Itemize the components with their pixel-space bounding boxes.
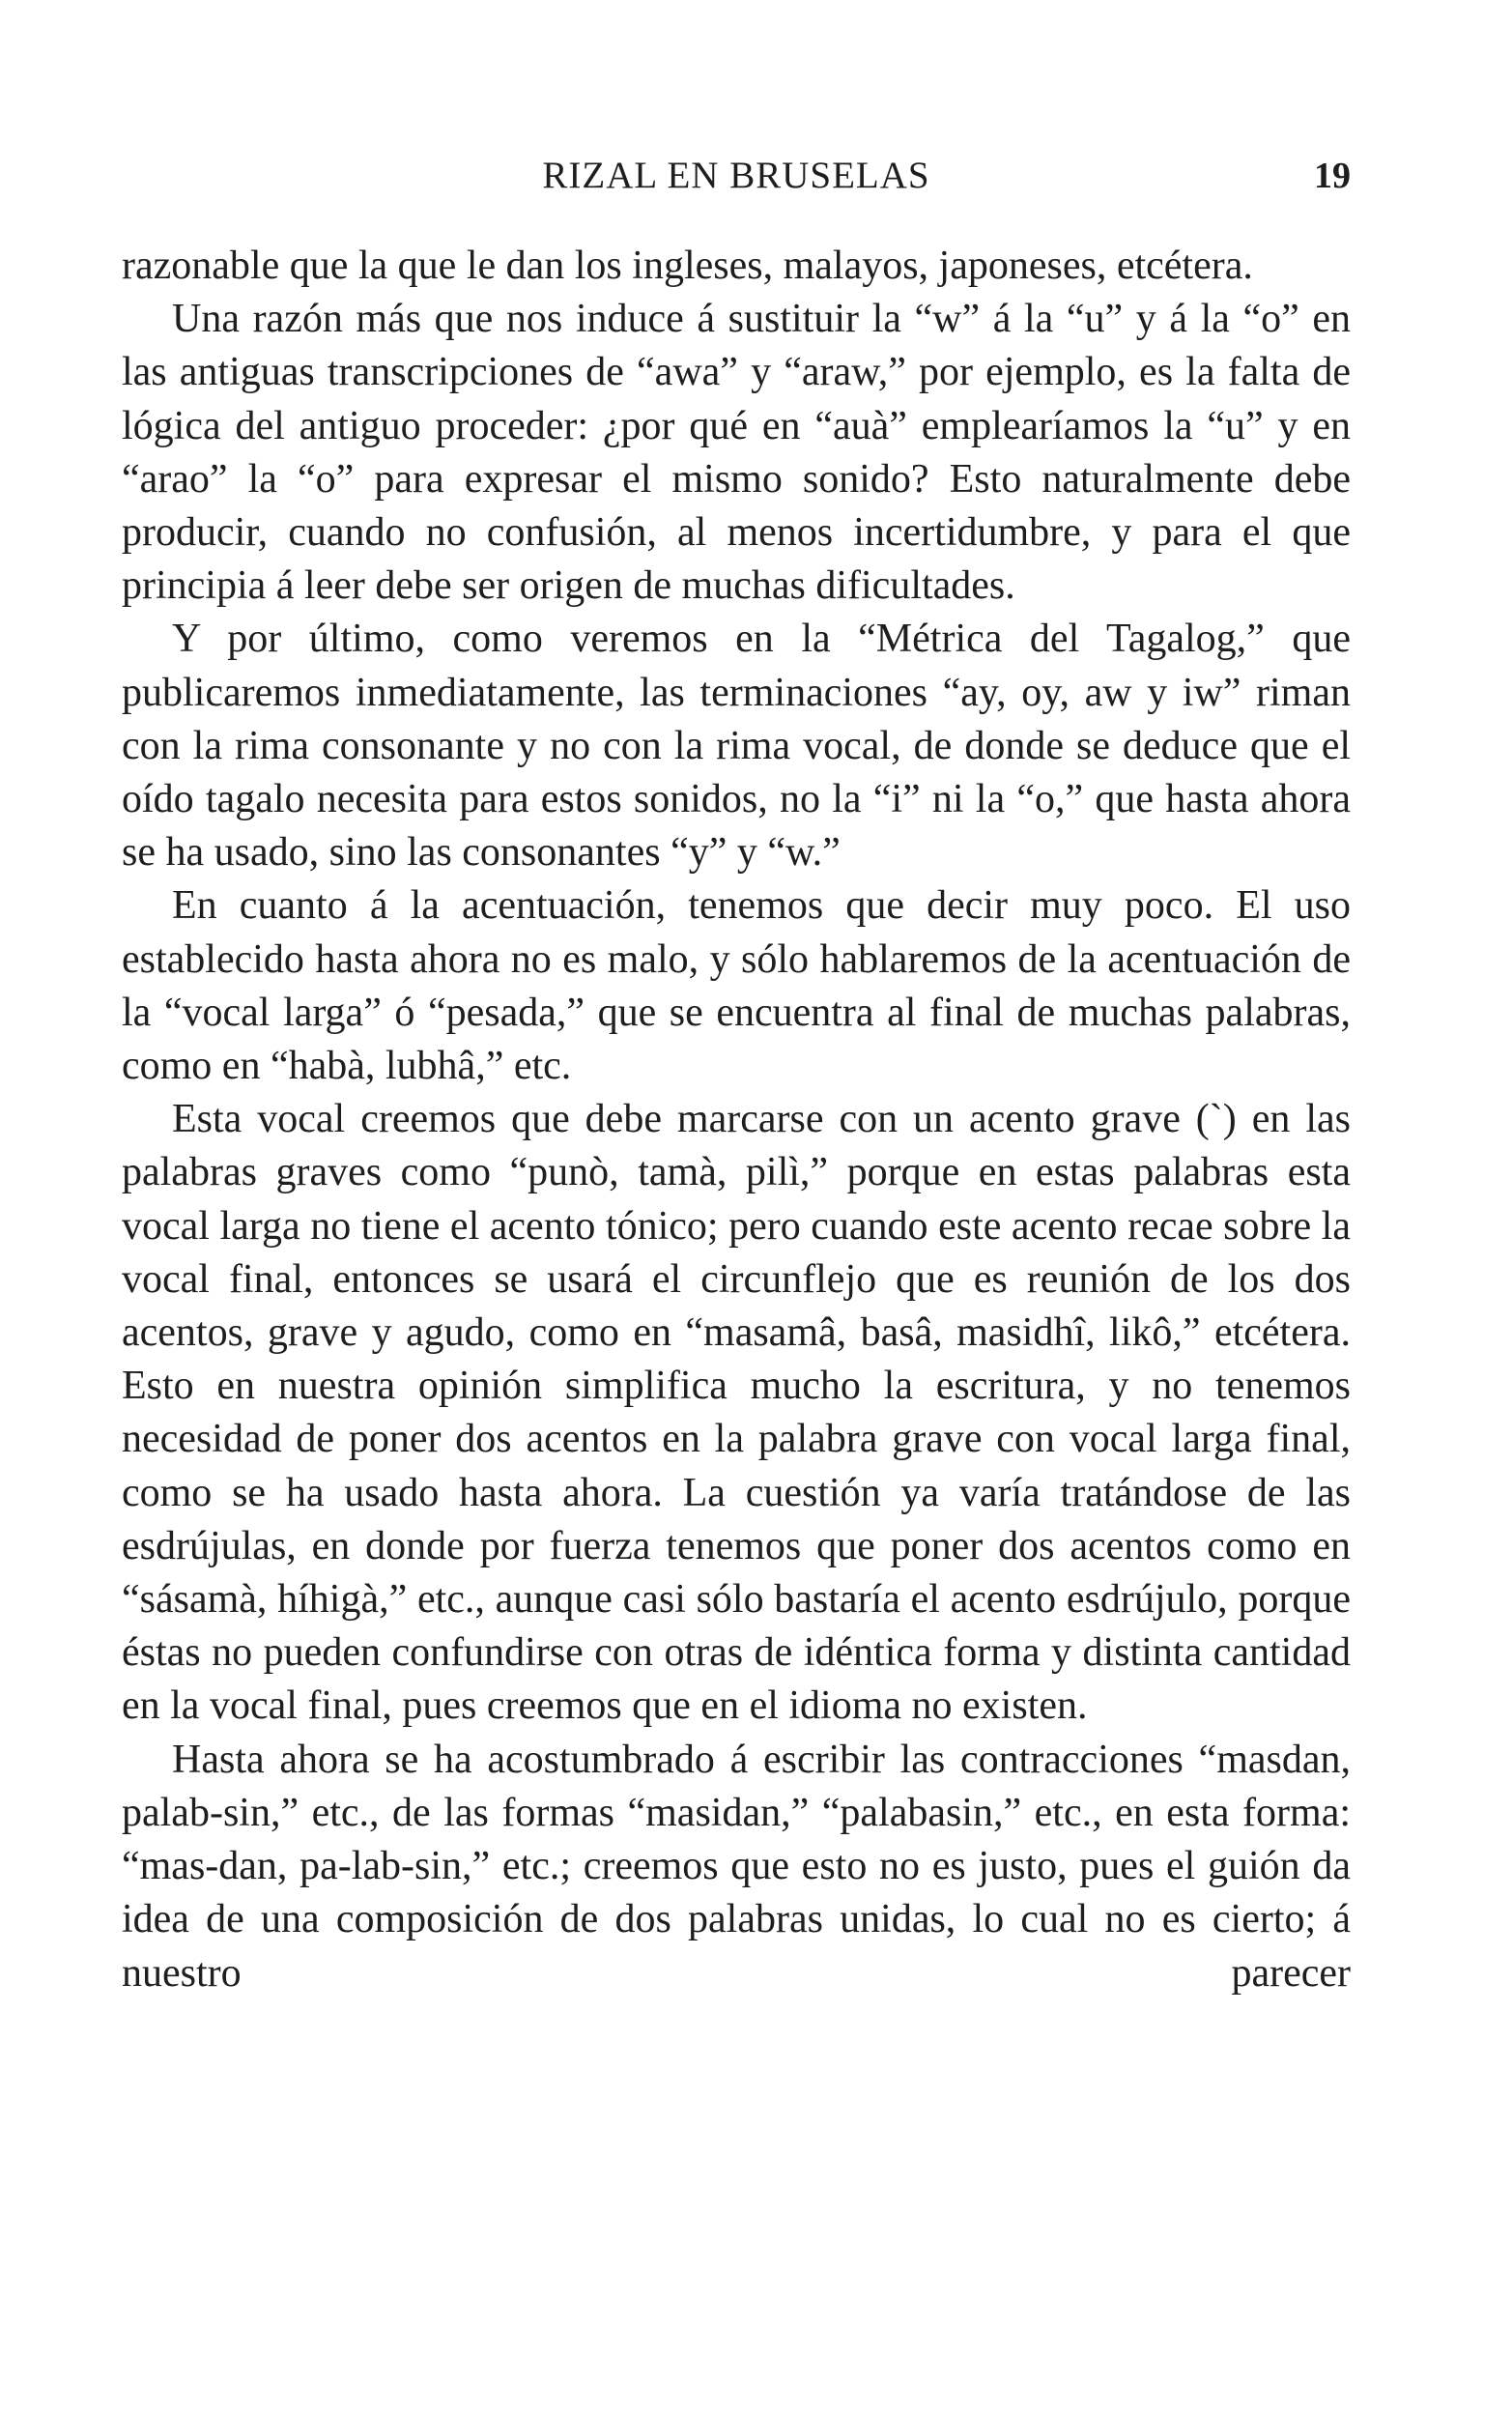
paragraph-metrica: Y por último, como veremos en la “Métrica del Tagalog,” que publicaremos inmediatamente, las terminaciones “ay, oy, aw y iw” riman con la rima consonante y no con la rima vocal, de donde se deduce que el oído tagalo necesita para estos sonidos, no la “i” ni la “o,” que hasta ahora se ha usado, sino las consonantes “y” y “w.” xyxy=(122,617,1351,876)
paragraph-vocal-larga: Esta vocal creemos que debe marcarse con un acento grave (`) en las palabras graves como “punò, tamà, pilì,” porque en estas palabras esta vocal larga no tiene el acento tónico; pero cuando este acento recae sobre la vocal final, entonces se usará el circunflejo que es reunión de los dos acentos, grave y agudo, como en “masamâ, basâ, masidhî, likô,” etcétera. Esto en nuestra opinión simplifica mucho la escritura, y no tenemos necesidad de poner dos acentos en la palabra grave con vocal larga final, como se ha usado hasta ahora. La cuestión ya varía tratándose de las esdrújulas, en donde por fuerza tenemos que poner dos acentos como en “sásamà, híhigà,” etc., aunque casi sólo bastaría el acento esdrújulo, porque éstas no pueden confundirse con otras de idéntica forma y distinta cantidad en la vocal final, pues creemos que en el idioma no existen. xyxy=(122,1097,1351,1729)
page-number: 19 xyxy=(1314,156,1351,196)
paragraph-w-substitution: Una razón más que nos induce á sustituir la “w” á la “u” y á la “o” en las antiguas transcripciones de “awa” y “araw,” por ejemplo, es la falta de lógica del antiguo proceder: ¿por qué en “auà” emplearíamos la “u” y en “arao” la “o” para expresar el mismo sonido? Esto naturalmente debe producir, cuando no confusión, al menos incertidumbre, y para el que principia á leer debe ser origen de muchas dificultades. xyxy=(122,297,1351,609)
paragraph-continuation: razonable que la que le dan los ingleses, malayos, japoneses, etcétera. xyxy=(122,244,1253,288)
running-head xyxy=(122,147,1351,205)
paragraph-contracciones: Hasta ahora se ha acostumbrado á escribir las contracciones “masdan, palab-sin,” etc., de las formas “masidan,” “palabasin,” etc., en esta forma: “mas-dan, pa-lab-sin,” etc.; creemos que esto no es justo, pues el guión da idea de una composición de dos palabras unidas, lo cual no es cierto; á nuestro parecer xyxy=(122,1737,1351,1996)
running-title: RIZAL EN BRUSELAS xyxy=(542,155,930,196)
body-text xyxy=(122,240,1351,2000)
paragraph-acentuacion: En cuanto á la acentuación, tenemos que decir muy poco. El uso establecido hasta ahora no es malo, y sólo hablaremos de la acentuación de la “vocal larga” ó “pesada,” que se encuentra al final de muchas palabras, como en “habà, lubhâ,” etc. xyxy=(122,883,1351,1089)
